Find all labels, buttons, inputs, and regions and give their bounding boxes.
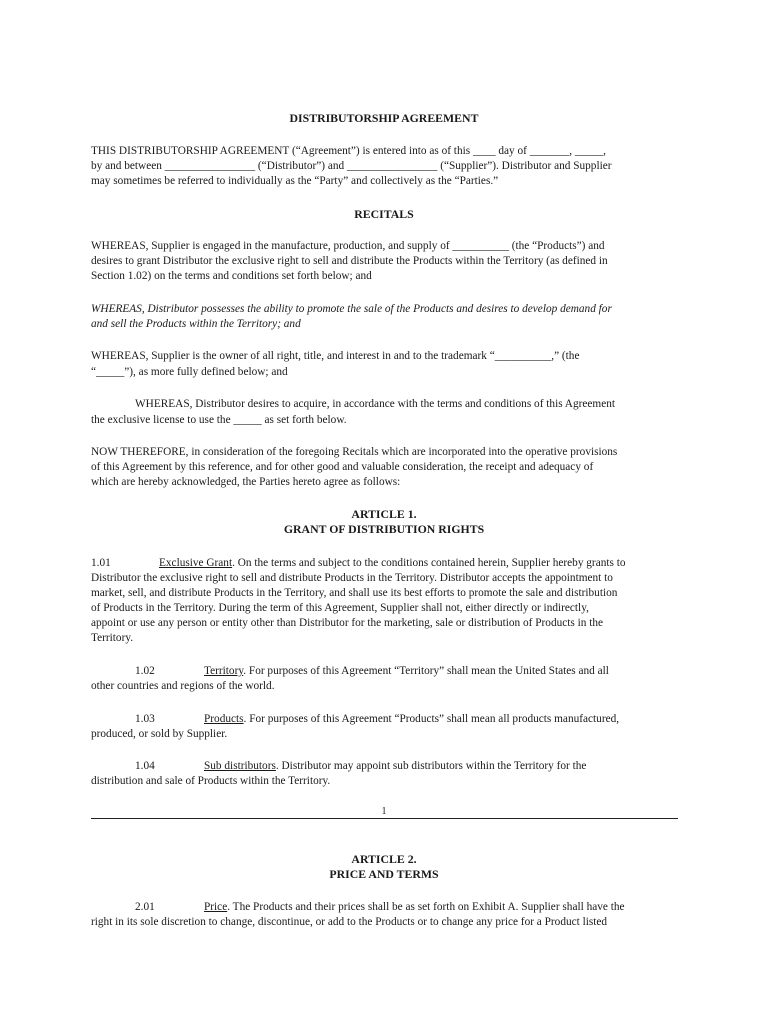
now-therefore-line-3: which are hereby acknowledged, the Parties hereto agree as follows: (91, 476, 401, 488)
section-1-01-heading: Exclusive Grant (159, 557, 233, 569)
whereas-1-line-1: WHEREAS, Supplier is engaged in the manufacture, production, and supply of __________ (the “Products”) and (91, 240, 605, 252)
page-divider (91, 818, 678, 819)
section-1-01-line-4: of Products in the Territory. During the term of this Agreement, Supplier shall not, either directly or indirectly, (91, 602, 589, 614)
section-1-01-number: 1.01 (91, 557, 111, 569)
whereas-2-line-1: WHEREAS, Distributor possesses the ability to promote the sale of the Products and desires to develop demand for (91, 303, 612, 315)
article-2-title: PRICE AND TERMS (329, 867, 439, 881)
intro-line-3: may sometimes be referred to individually as the “Party” and collectively as the “Parties.” (91, 175, 499, 187)
section-1-01-line-2: Distributor the exclusive right to sell and distribute Products in the Territory. Distributor accepts the appointment to (91, 572, 613, 584)
section-1-01-first-text: . On the terms and subject to the conditions contained herein, Supplier hereby grants to (232, 557, 626, 569)
section-1-03-line-2: produced, or sold by Supplier. (91, 728, 228, 740)
section-1-02-heading: Territory (204, 665, 244, 677)
article-1-number: ARTICLE 1. (351, 507, 417, 521)
page-number: 1 (381, 806, 387, 817)
section-1-02-first-line (204, 664, 609, 679)
section-1-04-first-text: . Distributor may appoint sub distributors within the Territory for the (275, 760, 587, 772)
section-1-03-number: 1.03 (135, 713, 155, 725)
section-1-02-line-2: other countries and regions of the world. (91, 680, 275, 692)
section-2-01-heading: Price (204, 901, 228, 913)
section-2-01-first-line (204, 900, 625, 915)
article-1-title: GRANT OF DISTRIBUTION RIGHTS (283, 522, 485, 536)
section-1-02-first-text: . For purposes of this Agreement “Territory” shall mean the United States and all (243, 665, 609, 677)
now-therefore-line-2: of this Agreement by this reference, and for other good and valuable consideration, the receipt and adequacy of (91, 461, 594, 473)
document-title: DISTRIBUTORSHIP AGREEMENT (289, 111, 479, 125)
section-1-04-first-line (204, 759, 586, 774)
whereas-3-line-1: WHEREAS, Supplier is the owner of all right, title, and interest in and to the trademark “__________,” (the (91, 350, 580, 362)
section-1-04-number: 1.04 (135, 760, 155, 772)
now-therefore-line-1: NOW THEREFORE, in consideration of the foregoing Recitals which are incorporated into the operative provisions (91, 446, 618, 458)
section-1-04-line-2: distribution and sale of Products within the Territory. (91, 775, 331, 787)
section-1-01-line-6: Territory. (91, 632, 134, 644)
section-1-01-line-5: appoint or use any person or entity other than Distributor for the marketing, sale or distribution of Products in the (91, 617, 604, 629)
section-1-03-heading: Products (204, 713, 244, 725)
whereas-4-line-2: the exclusive license to use the _____ as set forth below. (91, 414, 347, 426)
whereas-3-line-2: “_____”), as more fully defined below; and (91, 366, 288, 378)
section-2-01-line-2: right in its sole discretion to change, discontinue, or add to the Products or to change any price for a Product listed (91, 916, 608, 928)
intro-line-2: by and between ________________ (“Distributor”) and ________________ (“Supplier”). Distributor and Supplier (91, 160, 612, 172)
section-1-03-first-text: . For purposes of this Agreement “Products” shall mean all products manufactured, (243, 713, 620, 725)
recitals-heading: RECITALS (354, 207, 414, 221)
whereas-2-line-2: and sell the Products within the Territory; and (91, 318, 301, 330)
section-2-01-first-text: . The Products and their prices shall be as set forth on Exhibit A. Supplier shall have the (227, 901, 625, 913)
section-1-02-number: 1.02 (135, 665, 155, 677)
section-1-01-line-3: market, sell, and distribute Products in the Territory, and shall use its best efforts to promote the sale and distribution (91, 587, 618, 599)
section-1-03-first-line (204, 712, 619, 727)
section-2-01-number: 2.01 (135, 901, 155, 913)
section-1-04-heading: Sub distributors (204, 760, 276, 772)
article-2-number: ARTICLE 2. (351, 852, 417, 866)
section-1-01-first-line (159, 556, 626, 571)
intro-line-1: THIS DISTRIBUTORSHIP AGREEMENT (“Agreement”) is entered into as of this ____ day of _______, _____, (91, 145, 606, 157)
whereas-1-line-3: Section 1.02) on the terms and conditions set forth below; and (91, 270, 372, 282)
whereas-4-line-1: WHEREAS, Distributor desires to acquire, in accordance with the terms and conditions of this Agreement (135, 398, 615, 410)
whereas-1-line-2: desires to grant Distributor the exclusive right to sell and distribute the Products within the Territory (as defined in (91, 255, 608, 267)
